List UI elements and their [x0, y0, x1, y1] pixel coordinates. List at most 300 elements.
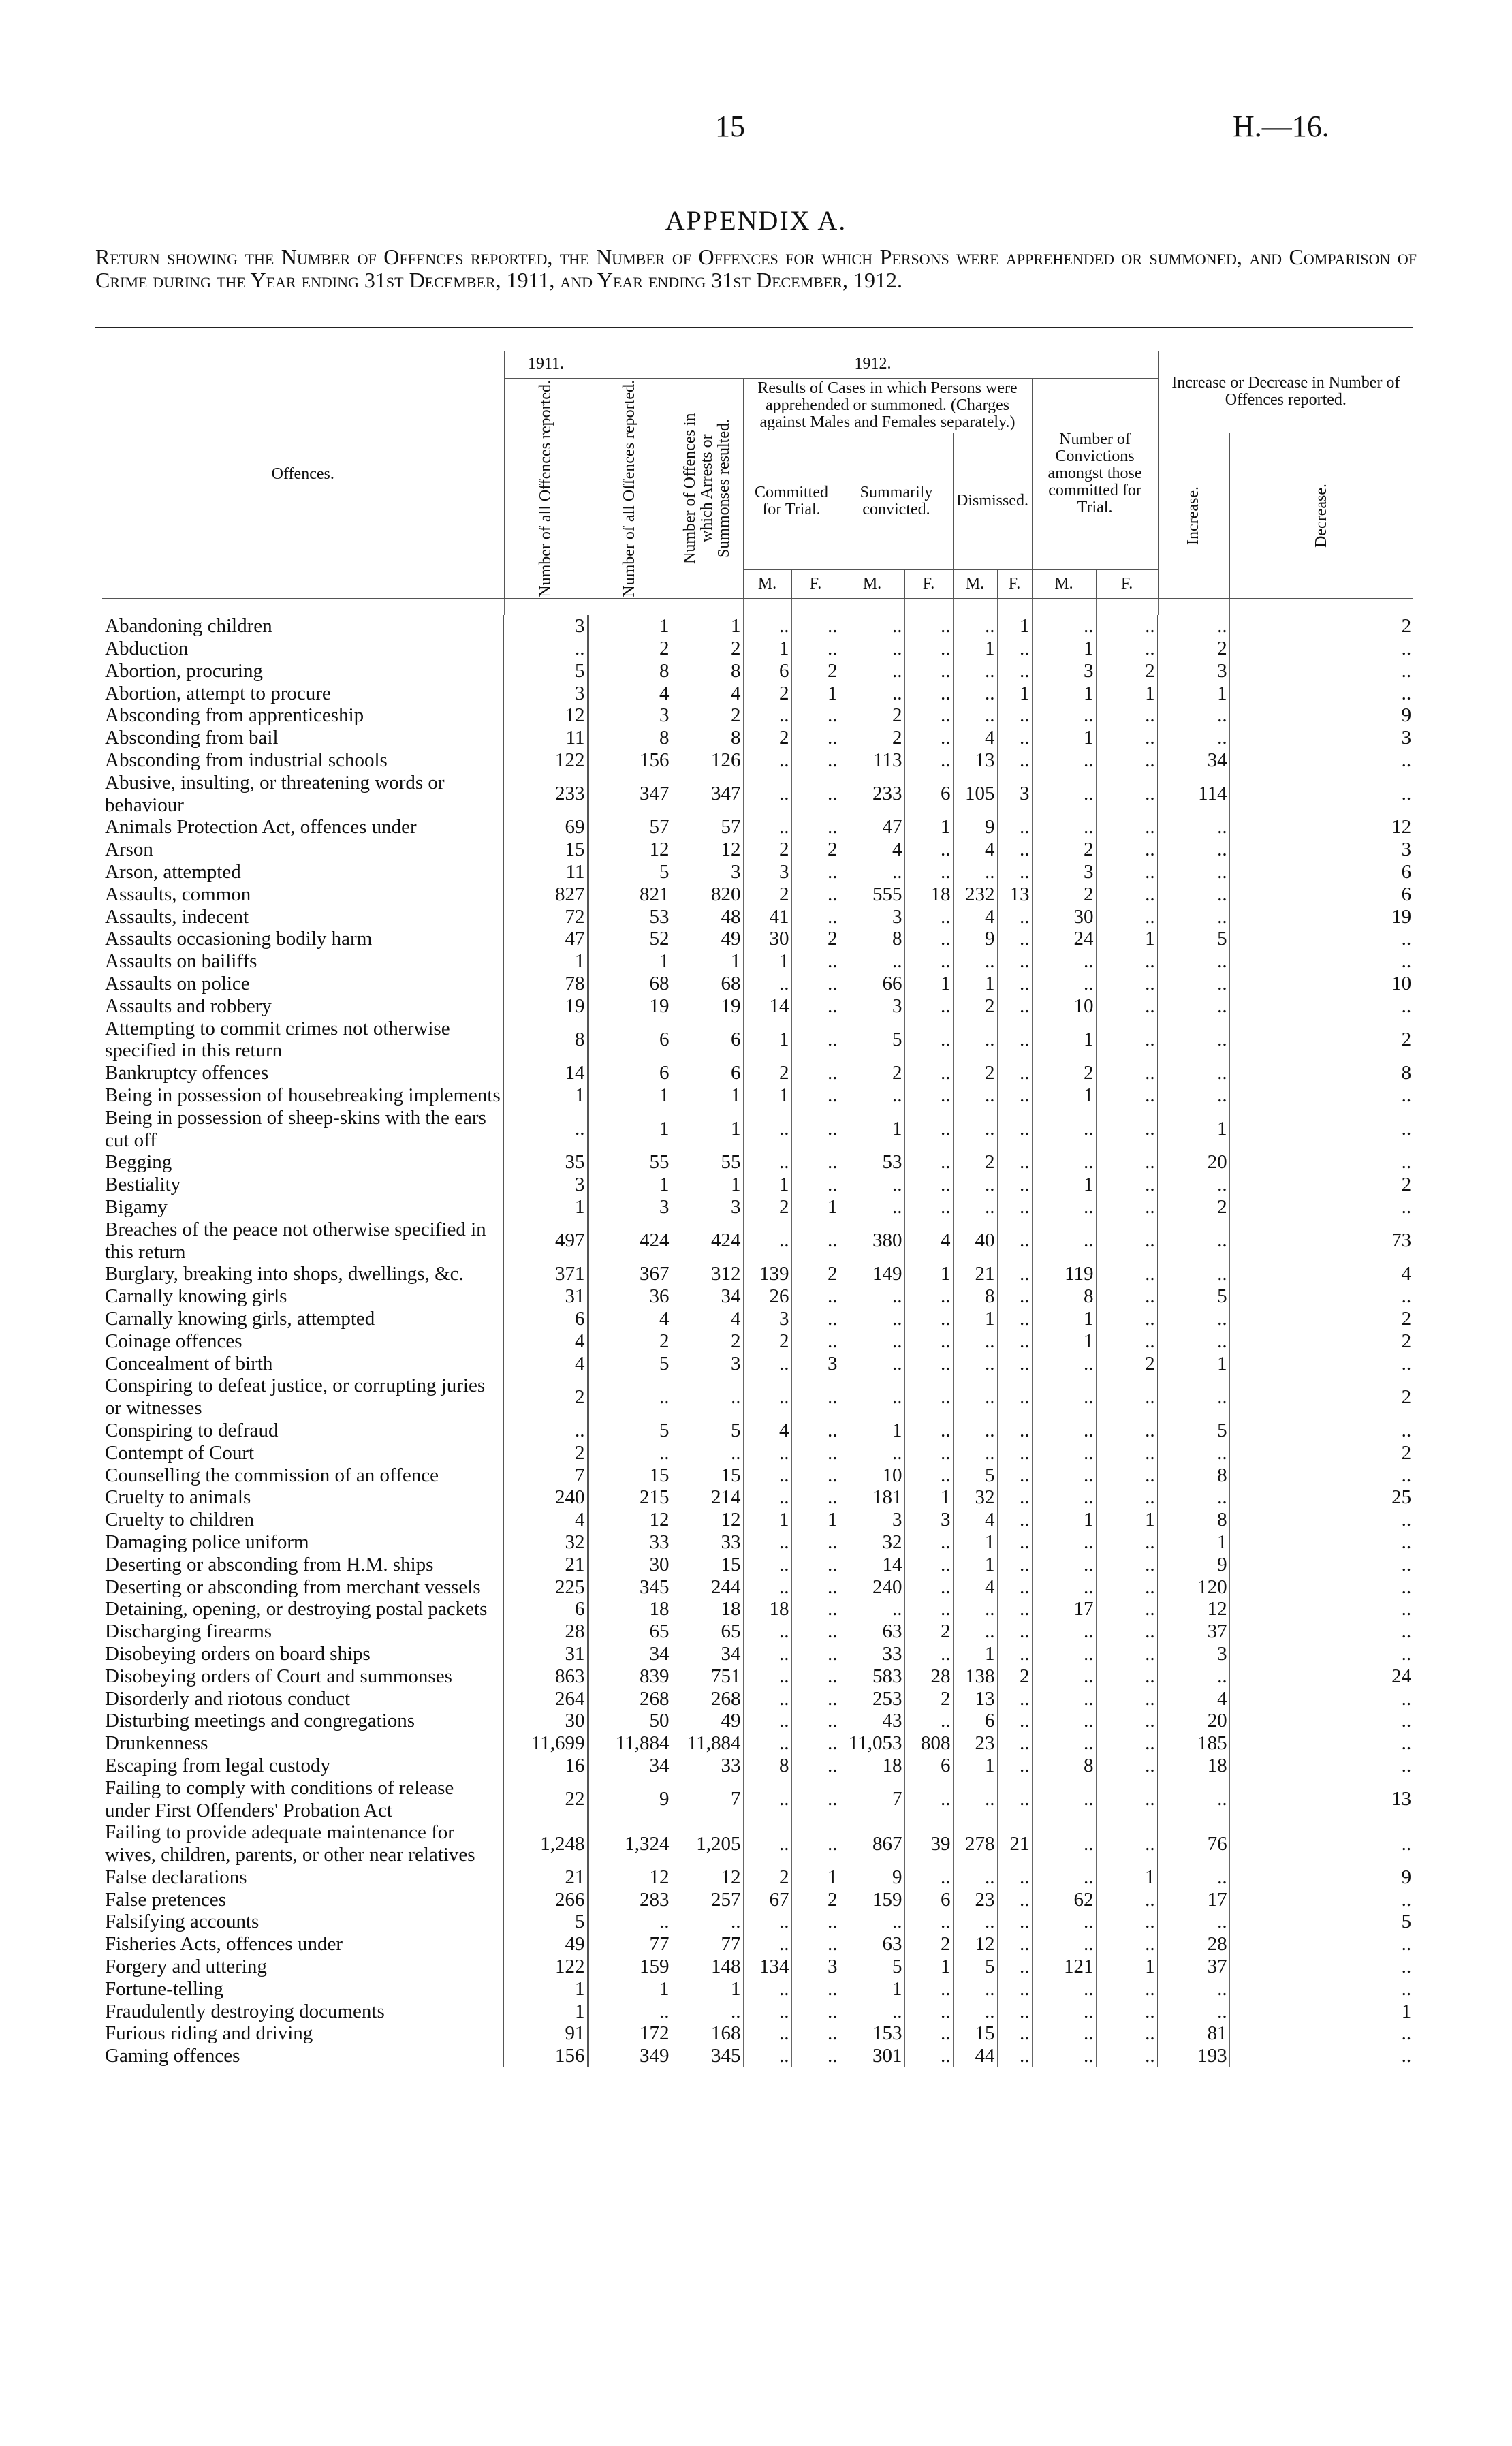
reported-1912: 12 — [588, 1866, 672, 1889]
dismissed-f: 21 — [997, 1821, 1032, 1866]
reported-1911: 8 — [504, 1018, 588, 1063]
committed-f: .. — [791, 2022, 840, 2045]
committed-m: .. — [743, 2022, 791, 2045]
offence-name: Absconding from apprenticeship — [105, 704, 364, 727]
table-row — [102, 660, 1413, 683]
reported-1912: 1 — [588, 1107, 672, 1152]
increase: .. — [1158, 1084, 1229, 1107]
increase: 5 — [1158, 1285, 1229, 1308]
dismissed-m: 105 — [953, 772, 997, 817]
table-row — [102, 1353, 1413, 1375]
dismissed-f: .. — [997, 727, 1032, 749]
arrests: 57 — [672, 816, 743, 838]
convictions-f: .. — [1096, 1889, 1158, 1911]
dismissed-f: .. — [997, 1420, 1032, 1442]
offences-header: Offences. — [102, 351, 504, 599]
table-row — [102, 995, 1413, 1018]
reported-1912: 349 — [588, 2045, 672, 2067]
table-row — [102, 1420, 1413, 1442]
reported-1912: 1 — [588, 615, 672, 638]
increase: 37 — [1158, 1956, 1229, 1978]
convictions-f: .. — [1096, 1821, 1158, 1866]
decrease: .. — [1229, 1196, 1413, 1219]
committed-f: 2 — [791, 1889, 840, 1911]
decrease: 6 — [1229, 861, 1413, 883]
decrease: 8 — [1229, 1062, 1413, 1084]
summarily-m: .. — [840, 638, 904, 660]
convictions-f: .. — [1096, 838, 1158, 861]
offence-name: Gaming offences — [105, 2045, 240, 2067]
committed-f: .. — [791, 1665, 840, 1688]
reported-1911: 4 — [504, 1353, 588, 1375]
committed-f: .. — [791, 1777, 840, 1822]
dismissed-m: 4 — [953, 1509, 997, 1531]
summarily-m: 555 — [840, 883, 904, 906]
increase-header — [1158, 433, 1229, 599]
reported-1911: 32 — [504, 1531, 588, 1554]
reported-1911: 1 — [504, 1196, 588, 1219]
committed-m: 2 — [743, 683, 791, 705]
reported-1912: 2 — [588, 1330, 672, 1353]
dismissed-f: .. — [997, 1911, 1032, 1933]
table-row — [102, 1018, 1413, 1063]
dismissed-f: .. — [997, 1554, 1032, 1576]
reported-1912: 6 — [588, 1062, 672, 1084]
convictions-m: .. — [1032, 1710, 1096, 1732]
arrests: 8 — [672, 660, 743, 683]
convictions-f: .. — [1096, 2045, 1158, 2067]
summarily-f: .. — [904, 1464, 953, 1487]
summarily-f: .. — [904, 1375, 953, 1420]
convictions-m: 3 — [1032, 861, 1096, 883]
dismissed-m: 5 — [953, 1464, 997, 1487]
decrease: 6 — [1229, 883, 1413, 906]
summarily-f: 2 — [904, 1688, 953, 1710]
summarily-m: 33 — [840, 1643, 904, 1665]
reported-1911: 28 — [504, 1620, 588, 1643]
arrests: .. — [672, 2001, 743, 2023]
dismissed-f: .. — [997, 1330, 1032, 1353]
dismissed-m: .. — [953, 704, 997, 727]
convictions-m: .. — [1032, 1777, 1096, 1822]
committed-f: .. — [791, 1643, 840, 1665]
reported-1912: 1 — [588, 1978, 672, 2001]
convictions-m: 1 — [1032, 1308, 1096, 1330]
arrests: 12 — [672, 1509, 743, 1531]
table-row — [102, 838, 1413, 861]
table-row — [102, 1911, 1413, 1933]
reported-1912: 6 — [588, 1018, 672, 1063]
convictions-m: .. — [1032, 1107, 1096, 1152]
summarily-m: .. — [840, 1084, 904, 1107]
convictions-m: .. — [1032, 704, 1096, 727]
offence-name: Abortion, procuring — [105, 659, 263, 682]
convictions-f: 1 — [1096, 928, 1158, 950]
dismissed-m-header: M. — [953, 570, 997, 599]
convictions-f: .. — [1096, 1933, 1158, 1956]
offence-name: Fraudulently destroying documents — [105, 2000, 385, 2022]
convictions-m: 2 — [1032, 838, 1096, 861]
convictions-m: .. — [1032, 1442, 1096, 1464]
increase: .. — [1158, 1375, 1229, 1420]
summarily-m: .. — [840, 950, 904, 973]
convictions-f: .. — [1096, 1084, 1158, 1107]
summarily-f: .. — [904, 660, 953, 683]
offence-name: Abusive, insulting, or threatening words or behaviour — [105, 771, 445, 816]
table-row — [102, 1509, 1413, 1531]
dismissed-m: .. — [953, 1620, 997, 1643]
committed-f: .. — [791, 1911, 840, 1933]
decrease: .. — [1229, 1732, 1413, 1755]
convictions-m: 1 — [1032, 727, 1096, 749]
arrests: 214 — [672, 1486, 743, 1509]
convictions-m: .. — [1032, 1732, 1096, 1755]
arrests: 3 — [672, 861, 743, 883]
decrease: .. — [1229, 928, 1413, 950]
summarily-f: 28 — [904, 1665, 953, 1688]
reported-1911: 31 — [504, 1285, 588, 1308]
dismissed-f: .. — [997, 1219, 1032, 1264]
summarily-m: 1 — [840, 1107, 904, 1152]
dismissed-m: .. — [953, 2001, 997, 2023]
convictions-f: .. — [1096, 1442, 1158, 1464]
summarily-f: .. — [904, 1308, 953, 1330]
convictions-f: .. — [1096, 1620, 1158, 1643]
dismissed-f: .. — [997, 861, 1032, 883]
committed-m: .. — [743, 1710, 791, 1732]
reported-1912: 4 — [588, 683, 672, 705]
summarily-f: .. — [904, 1107, 953, 1152]
reported-1912: 8 — [588, 660, 672, 683]
return-title-text: Return showing the Number of Offences reported, the Number of Offences for which Persons were apprehended or summoned, and Comparison of Crime during the Year ending 31st December, 1911, and Year ending 31st December, 1912. — [95, 245, 1417, 292]
increase: 2 — [1158, 1196, 1229, 1219]
increase: .. — [1158, 950, 1229, 973]
decrease: .. — [1229, 1107, 1413, 1152]
table-row — [102, 1576, 1413, 1599]
convictions-m: 1 — [1032, 1509, 1096, 1531]
convictions-m: 1 — [1032, 1018, 1096, 1063]
offence-name: Counselling the commission of an offence — [105, 1464, 439, 1486]
reported-1911-text: Number of all Offences reported. — [537, 379, 554, 597]
convictions-m: .. — [1032, 816, 1096, 838]
decrease: 1 — [1229, 2001, 1413, 2023]
dismissed-m: 32 — [953, 1486, 997, 1509]
offence-name: Being in possession of sheep-skins with the ears cut off — [105, 1106, 486, 1151]
reported-1912: 424 — [588, 1219, 672, 1264]
offence-name: Animals Protection Act, offences under — [105, 816, 417, 838]
summarily-f: .. — [904, 1978, 953, 2001]
offence-name: Cruelty to animals — [105, 1486, 251, 1509]
dismissed-header: Dismissed. — [953, 433, 1032, 570]
convictions-m: .. — [1032, 973, 1096, 995]
dismissed-f: .. — [997, 1442, 1032, 1464]
committed-m: .. — [743, 1978, 791, 2001]
reported-1911: 15 — [504, 838, 588, 861]
summarily-f: .. — [904, 2045, 953, 2067]
table-row — [102, 638, 1413, 660]
convictions-m: 1 — [1032, 1330, 1096, 1353]
reported-1911: 49 — [504, 1933, 588, 1956]
convictions-f: .. — [1096, 772, 1158, 817]
reported-1911: 2 — [504, 1375, 588, 1420]
table-row — [102, 1710, 1413, 1732]
table-row — [102, 1821, 1413, 1866]
dismissed-m: .. — [953, 1866, 997, 1889]
committed-m: .. — [743, 1620, 791, 1643]
reported-1912: 159 — [588, 1956, 672, 1978]
dismissed-f: 13 — [997, 883, 1032, 906]
table-row — [102, 1486, 1413, 1509]
committed-m: 1 — [743, 1084, 791, 1107]
convictions-f: .. — [1096, 1710, 1158, 1732]
reported-1911: 3 — [504, 683, 588, 705]
committed-f: .. — [791, 1285, 840, 1308]
reported-1911: 497 — [504, 1219, 588, 1264]
dismissed-f: 1 — [997, 683, 1032, 705]
decrease: 2 — [1229, 1330, 1413, 1353]
summarily-m: 43 — [840, 1710, 904, 1732]
convictions-f: .. — [1096, 1062, 1158, 1084]
committed-f: .. — [791, 1933, 840, 1956]
offence-name: Discharging firearms — [105, 1620, 272, 1643]
summarily-m: 149 — [840, 1263, 904, 1285]
increase: 9 — [1158, 1554, 1229, 1576]
reported-1912: 30 — [588, 1554, 672, 1576]
committed-f: .. — [791, 1710, 840, 1732]
convictions-f: .. — [1096, 638, 1158, 660]
summarily-m: 867 — [840, 1821, 904, 1866]
offence-name: Disturbing meetings and congregations — [105, 1710, 415, 1732]
arrests: 4 — [672, 683, 743, 705]
convictions-f: .. — [1096, 1219, 1158, 1264]
committed-m: .. — [743, 1464, 791, 1487]
increase: 4 — [1158, 1688, 1229, 1710]
dismissed-m: .. — [953, 660, 997, 683]
reported-1912: 345 — [588, 1576, 672, 1599]
reported-1911: 19 — [504, 995, 588, 1018]
arrests: 68 — [672, 973, 743, 995]
convictions-m: 1 — [1032, 638, 1096, 660]
summarily-m: 301 — [840, 2045, 904, 2067]
committed-m: 6 — [743, 660, 791, 683]
dismissed-m: 13 — [953, 749, 997, 772]
committed-f: 2 — [791, 1263, 840, 1285]
decrease: .. — [1229, 950, 1413, 973]
convictions-f: .. — [1096, 615, 1158, 638]
reported-1912: 3 — [588, 1196, 672, 1219]
committed-f: 2 — [791, 838, 840, 861]
dismissed-m: 1 — [953, 1755, 997, 1777]
summarily-f: .. — [904, 1866, 953, 1889]
committed-f: .. — [791, 1821, 840, 1866]
convictions-f: .. — [1096, 1107, 1158, 1152]
arrests: 48 — [672, 906, 743, 928]
summarily-f: .. — [904, 1420, 953, 1442]
table-row — [102, 772, 1413, 817]
dismissed-f: .. — [997, 838, 1032, 861]
decrease: .. — [1229, 995, 1413, 1018]
dismissed-m: .. — [953, 1174, 997, 1196]
convictions-m: 1 — [1032, 683, 1096, 705]
offence-name: False declarations — [105, 1866, 247, 1888]
dismissed-m: 2 — [953, 1062, 997, 1084]
dismissed-m: .. — [953, 683, 997, 705]
committed-f: .. — [791, 615, 840, 638]
summarily-m: 113 — [840, 749, 904, 772]
arrests: 312 — [672, 1263, 743, 1285]
summarily-m: .. — [840, 861, 904, 883]
arrests: 3 — [672, 1353, 743, 1375]
reported-1911: 31 — [504, 1643, 588, 1665]
dismissed-f: .. — [997, 1285, 1032, 1308]
arrests: .. — [672, 1911, 743, 1933]
table-row — [102, 749, 1413, 772]
dismissed-m: 4 — [953, 1576, 997, 1599]
table-row — [102, 1174, 1413, 1196]
offence-name: Damaging police uniform — [105, 1531, 309, 1553]
dismissed-f: .. — [997, 1978, 1032, 2001]
committed-f: .. — [791, 1620, 840, 1643]
convictions-m: .. — [1032, 1911, 1096, 1933]
decrease: .. — [1229, 1509, 1413, 1531]
reported-1911: 122 — [504, 749, 588, 772]
increase: 1 — [1158, 1531, 1229, 1554]
reported-1912: 18 — [588, 1598, 672, 1620]
convictions-f: .. — [1096, 1554, 1158, 1576]
reported-1911: 3 — [504, 615, 588, 638]
summarily-f: .. — [904, 1353, 953, 1375]
convictions-f: .. — [1096, 1308, 1158, 1330]
committed-f: 2 — [791, 660, 840, 683]
dismissed-f: .. — [997, 1531, 1032, 1554]
convictions-f: .. — [1096, 1732, 1158, 1755]
reported-1911: 6 — [504, 1308, 588, 1330]
summarily-f: .. — [904, 1911, 953, 1933]
dismissed-f: .. — [997, 1889, 1032, 1911]
dismissed-m: 1 — [953, 638, 997, 660]
decrease: .. — [1229, 1978, 1413, 2001]
offence-name: Arson, attempted — [105, 861, 241, 883]
reported-1912: .. — [588, 2001, 672, 2023]
committed-m: .. — [743, 772, 791, 817]
summarily-f: 2 — [904, 1620, 953, 1643]
committed-f: .. — [791, 950, 840, 973]
dismissed-m: .. — [953, 1598, 997, 1620]
dismissed-m: .. — [953, 1777, 997, 1822]
arrests: 148 — [672, 1956, 743, 1978]
dismissed-f: .. — [997, 1710, 1032, 1732]
committed-m: .. — [743, 749, 791, 772]
decrease: .. — [1229, 1420, 1413, 1442]
increase: 1 — [1158, 683, 1229, 705]
arrests: 1 — [672, 1978, 743, 2001]
convictions-f: .. — [1096, 1330, 1158, 1353]
decrease: 73 — [1229, 1219, 1413, 1264]
convictions-f-header: F. — [1096, 570, 1158, 599]
table-row — [102, 1442, 1413, 1464]
decrease: 12 — [1229, 816, 1413, 838]
convictions-m: 8 — [1032, 1755, 1096, 1777]
summarily-f: 3 — [904, 1509, 953, 1531]
committed-f: .. — [791, 816, 840, 838]
committed-m: .. — [743, 1665, 791, 1688]
committed-m: 134 — [743, 1956, 791, 1978]
dismissed-f: .. — [997, 973, 1032, 995]
committed-f: 1 — [791, 683, 840, 705]
convictions-m: .. — [1032, 1196, 1096, 1219]
decrease: 2 — [1229, 1174, 1413, 1196]
reported-1911: 4 — [504, 1330, 588, 1353]
increase: 114 — [1158, 772, 1229, 817]
summarily-f: .. — [904, 1018, 953, 1063]
arrests: 65 — [672, 1620, 743, 1643]
dismissed-m: .. — [953, 615, 997, 638]
summarily-f: .. — [904, 995, 953, 1018]
reported-1911: 16 — [504, 1755, 588, 1777]
arrests: 1 — [672, 950, 743, 973]
arrests: 2 — [672, 704, 743, 727]
offence-name: Breaches of the peace not otherwise specified in this return — [105, 1218, 486, 1263]
table-row — [102, 883, 1413, 906]
arrests: 424 — [672, 1219, 743, 1264]
convictions-m: .. — [1032, 1978, 1096, 2001]
summarily-f: .. — [904, 1285, 953, 1308]
increase: .. — [1158, 861, 1229, 883]
dismissed-f: .. — [997, 928, 1032, 950]
dismissed-m: .. — [953, 1420, 997, 1442]
convictions-m: 1 — [1032, 1084, 1096, 1107]
committed-f: .. — [791, 704, 840, 727]
dismissed-f: .. — [997, 1509, 1032, 1531]
reported-1912-header — [588, 378, 672, 599]
dismissed-f: .. — [997, 1353, 1032, 1375]
offence-name: Forgery and uttering — [105, 1956, 267, 1978]
summarily-m: 1 — [840, 1420, 904, 1442]
convictions-f: .. — [1096, 749, 1158, 772]
summarily-m: 153 — [840, 2022, 904, 2045]
convictions-m: .. — [1032, 615, 1096, 638]
committed-f: .. — [791, 1330, 840, 1353]
reported-1912: 53 — [588, 906, 672, 928]
summarily-f: .. — [904, 615, 953, 638]
convictions-f: .. — [1096, 2001, 1158, 2023]
arrests: 347 — [672, 772, 743, 817]
dismissed-f: .. — [997, 1375, 1032, 1420]
summarily-f: .. — [904, 1084, 953, 1107]
reported-1911: 240 — [504, 1486, 588, 1509]
committed-f: 3 — [791, 1956, 840, 1978]
summarily-f: 2 — [904, 1933, 953, 1956]
arrests: 1 — [672, 1084, 743, 1107]
reported-1912: 12 — [588, 838, 672, 861]
increase: .. — [1158, 1486, 1229, 1509]
committed-m-header: M. — [743, 570, 791, 599]
summarily-f: .. — [904, 749, 953, 772]
increase: .. — [1158, 995, 1229, 1018]
convictions-f: .. — [1096, 950, 1158, 973]
convictions-m: .. — [1032, 1665, 1096, 1688]
decrease: .. — [1229, 1620, 1413, 1643]
dismissed-m: 23 — [953, 1732, 997, 1755]
dismissed-f: .. — [997, 1956, 1032, 1978]
decrease: 13 — [1229, 1777, 1413, 1822]
decrease: .. — [1229, 2022, 1413, 2045]
reported-1911: .. — [504, 1420, 588, 1442]
reported-1911: 233 — [504, 772, 588, 817]
summarily-m: .. — [840, 615, 904, 638]
summarily-f: .. — [904, 638, 953, 660]
table-row — [102, 861, 1413, 883]
